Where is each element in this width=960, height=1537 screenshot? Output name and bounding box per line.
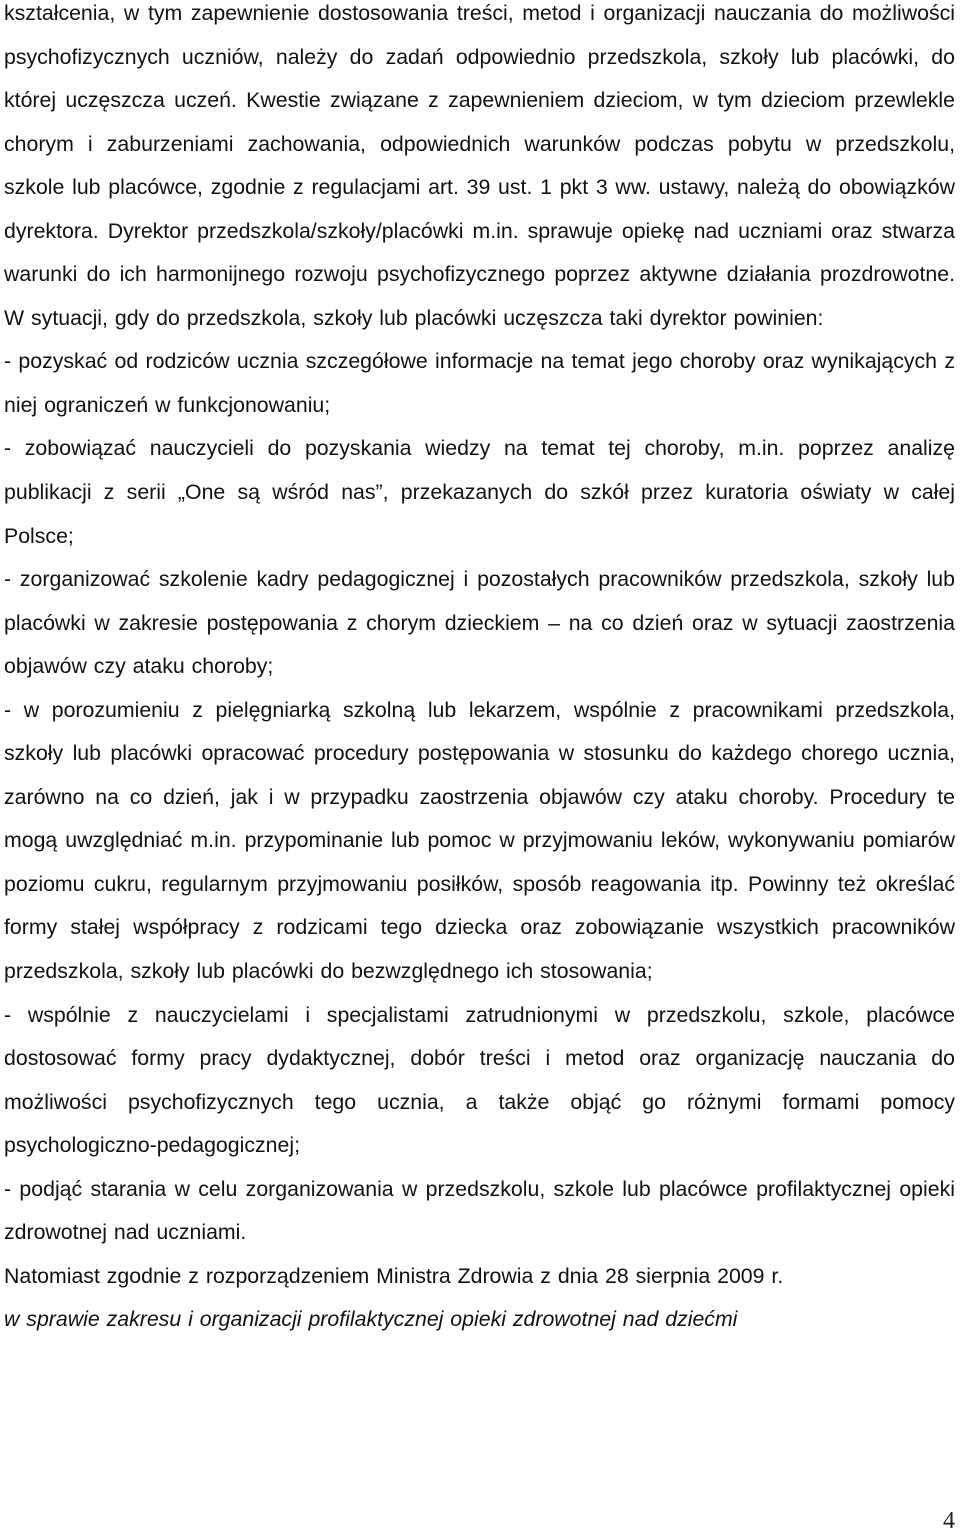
- document-body: [4, 0, 955, 1342]
- list-item-teachers-knowledge: - zobowiązać nauczycieli do pozyskania wiedzy na temat tej choroby, m.in. poprzez analizę publikacji z serii „One są wśród nas”, przekazanych do szkół przez kuratoria oświaty w całej Polsce;: [4, 436, 955, 548]
- page-number: 4: [943, 1508, 955, 1534]
- regulation-title: w sprawie zakresu i organizacji profilaktycznej opieki zdrowotnej nad dziećmi: [4, 1307, 738, 1332]
- list-item-adapt-teaching: - wspólnie z nauczycielami i specjalistami zatrudnionymi w przedszkolu, szkole, placówce dostosować formy pracy dydaktycznej, dobór treści i metod oraz organizację nauczania do możliwości psychofizycznych tego ucznia, a także objąć go różnymi formami pomocy psychologiczno-pedagogicznej;: [4, 1002, 955, 1158]
- list-item-health-care: - podjąć starania w celu zorganizowania w przedszkolu, szkole lub placówce profilaktycznej opieki zdrowotnej nad uczniami.: [4, 1176, 955, 1245]
- paragraph-regulation: Natomiast zgodnie z rozporządzeniem Ministra Zdrowia z dnia 28 sierpnia 2009 r.: [4, 1263, 784, 1288]
- list-item-procedures: - w porozumieniu z pielęgniarką szkolną lub lekarzem, wspólnie z pracownikami przedszkola, szkoły lub placówki opracować procedury postępowania w stosunku do każdego chorego ucznia, zarówno na co dzień, jak i w przypadku zaostrzenia objawów czy ataku choroby. Procedury te mogą uwzględniać m.in. przypominanie lub pomoc w przyjmowaniu leków, wykonywaniu pomiarów poziomu cukru, regularnym przyjmowaniu posiłków, sposób reagowania itp. Powinny też określać formy stałej współpracy z rodzicami tego dziecka oraz zobowiązanie wszystkich pracowników przedszkola, szkoły lub placówki do bezwzględnego ich stosowania;: [4, 697, 955, 984]
- list-item-staff-training: - zorganizować szkolenie kadry pedagogicznej i pozostałych pracowników przedszkola, szkoły lub placówki w zakresie postępowania z chorym dzieckiem – na co dzień oraz w sytuacji zaostrzenia objawów czy ataku choroby;: [4, 567, 955, 679]
- list-item-parents-info: - pozyskać od rodziców ucznia szczegółowe informacje na temat jego choroby oraz wynikających z niej ograniczeń w funkcjonowaniu;: [4, 349, 955, 417]
- paragraph-intro: kształcenia, w tym zapewnienie dostosowania treści, metod i organizacji nauczania do możliwości psychofizycznych uczniów, należy do zadań odpowiednio przedszkola, szkoły lub placówki, do której uczęszcza uczeń. Kwestie związane z zapewnieniem dzieciom, w tym dzieciom przewlekle chorym i zaburzeniami zachowania, odpowiednich warunków podczas pobytu w przedszkolu, szkole lub placówce, zgodnie z regulacjami art. 39 ust. 1 pkt 3 ww. ustawy, należą do obowiązków dyrektora. Dyrektor przedszkola/szkoły/placówki m.in. sprawuje opiekę nad uczniami oraz stwarza warunki do ich harmonijnego rozwoju psychofizycznego poprzez aktywne działania prozdrowotne. W sytuacji, gdy do przedszkola, szkoły lub placówki uczęszcza taki dyrektor powinien:: [4, 1, 955, 330]
